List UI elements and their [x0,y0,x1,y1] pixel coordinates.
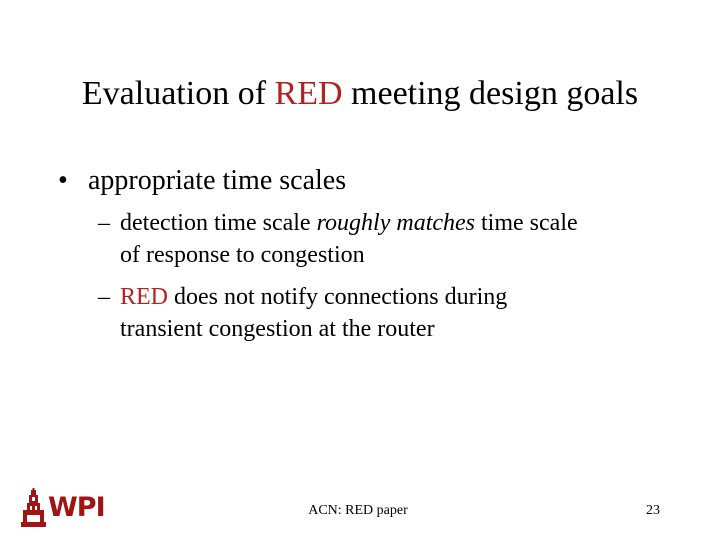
slide-title [0,72,720,116]
sub-bullet-dash: – [98,210,110,236]
sub-bullet-line-1 [98,207,688,239]
bullet-dot: • [58,165,68,196]
sub-bullet-dash: – [98,284,110,310]
footer-center-text: ACN: RED paper [308,503,408,518]
sub-bullet-line-2: transient congestion at the router [120,316,435,342]
sub-bullet-text: detection time scale [120,210,317,236]
sub-bullet-line-1 [98,281,688,313]
sub-bullet-highlight-red: RED [120,284,168,310]
bullet-text: appropriate time scales [88,165,347,196]
page-number: 23 [646,503,660,518]
sub-bullet-text: time scale [475,210,578,236]
wpi-tower-seal-icon [20,488,48,528]
sub-bullet-text: does not notify connections during [168,284,508,310]
sub-bullet-detection-time-scale [98,207,688,271]
sub-bullet-line-2: of response to congestion [120,242,365,268]
wpi-logo [20,488,105,528]
sub-bullet-emphasis: roughly matches [316,210,476,236]
wpi-logo-text: WPI [48,492,105,523]
title-text-after: meeting design goals [342,75,639,112]
sub-bullet-red-does-not-notify [98,281,688,345]
title-text-before: Evaluation of [81,75,275,112]
bullet-appropriate-time-scales [58,163,346,199]
title-highlight-red: RED [274,75,343,112]
